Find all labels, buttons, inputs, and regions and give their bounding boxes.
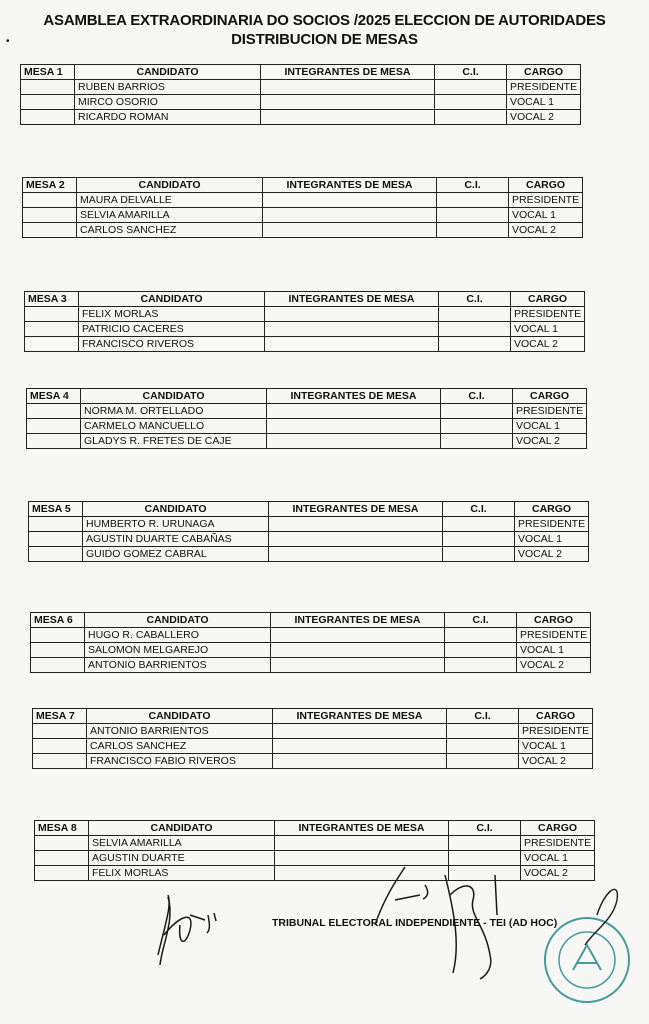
column-header-cargo: CARGO: [513, 389, 587, 404]
candidato-cell: CARLOS SANCHEZ: [77, 223, 263, 238]
mesa-label: MESA 6: [31, 613, 85, 628]
ci-cell: [447, 739, 519, 754]
column-header-candidato: CANDIDATO: [85, 613, 271, 628]
integrantes-cell: [261, 80, 435, 95]
cargo-cell: PRESIDENTE: [519, 724, 593, 739]
integrantes-cell: [273, 754, 447, 769]
mesa-label: MESA 1: [21, 65, 75, 80]
column-header-integrantes: INTEGRANTES DE MESA: [265, 292, 439, 307]
table-row: [31, 658, 591, 673]
empty-cell: [35, 866, 89, 881]
candidato-cell: GUIDO GOMEZ CABRAL: [83, 547, 269, 562]
column-header-ci: C.I.: [445, 613, 517, 628]
mesa-table-5: [28, 501, 589, 562]
column-header-cargo: CARGO: [519, 709, 593, 724]
cargo-cell: PRESIDENTE: [515, 517, 589, 532]
cargo-cell: VOCAL 2: [521, 866, 595, 881]
ci-cell: [435, 80, 507, 95]
cargo-cell: VOCAL 1: [513, 419, 587, 434]
mesa-label: MESA 5: [29, 502, 83, 517]
signature-center: [365, 855, 515, 985]
table-row: [33, 724, 593, 739]
empty-cell: [25, 337, 79, 352]
candidato-cell: CARLOS SANCHEZ: [87, 739, 273, 754]
mesa-table-1: [20, 64, 581, 125]
integrantes-cell: [263, 193, 437, 208]
table-row: [25, 307, 585, 322]
table-row: [27, 404, 587, 419]
integrantes-cell: [275, 836, 449, 851]
table-row: [29, 517, 589, 532]
candidato-cell: GLADYS R. FRETES DE CAJE: [81, 434, 267, 449]
column-header-cargo: CARGO: [517, 613, 591, 628]
cargo-cell: PRESIDENTE: [521, 836, 595, 851]
candidato-cell: NORMA M. ORTELLADO: [81, 404, 267, 419]
ci-cell: [443, 532, 515, 547]
column-header-ci: C.I.: [447, 709, 519, 724]
cargo-cell: VOCAL 2: [519, 754, 593, 769]
integrantes-cell: [261, 95, 435, 110]
cargo-cell: VOCAL 1: [521, 851, 595, 866]
integrantes-cell: [271, 643, 445, 658]
cargo-cell: VOCAL 2: [509, 223, 583, 238]
cargo-cell: VOCAL 2: [513, 434, 587, 449]
integrantes-cell: [267, 404, 441, 419]
table-row: [35, 836, 595, 851]
cargo-cell: VOCAL 1: [507, 95, 581, 110]
ci-cell: [445, 658, 517, 673]
signature-left: [150, 885, 230, 970]
ci-cell: [437, 223, 509, 238]
empty-cell: [23, 223, 77, 238]
ci-cell: [449, 836, 521, 851]
empty-cell: [21, 80, 75, 95]
integrantes-cell: [265, 307, 439, 322]
table-row: [29, 532, 589, 547]
candidato-cell: SELVIA AMARILLA: [77, 208, 263, 223]
integrantes-cell: [269, 547, 443, 562]
table-row: [27, 419, 587, 434]
cargo-cell: PRESIDENTE: [517, 628, 591, 643]
integrantes-cell: [273, 724, 447, 739]
ci-cell: [439, 337, 511, 352]
cargo-cell: VOCAL 1: [517, 643, 591, 658]
ci-cell: [435, 110, 507, 125]
table-header-row: [23, 178, 583, 193]
integrantes-cell: [269, 517, 443, 532]
ci-cell: [447, 724, 519, 739]
cooperative-stamp: [525, 875, 635, 1010]
empty-cell: [29, 547, 83, 562]
column-header-integrantes: INTEGRANTES DE MESA: [275, 821, 449, 836]
column-header-integrantes: INTEGRANTES DE MESA: [263, 178, 437, 193]
cargo-cell: VOCAL 2: [517, 658, 591, 673]
table-header-row: [25, 292, 585, 307]
ci-cell: [443, 517, 515, 532]
column-header-candidato: CANDIDATO: [83, 502, 269, 517]
ci-cell: [445, 628, 517, 643]
table-row: [21, 110, 581, 125]
mesa-label: MESA 7: [33, 709, 87, 724]
integrantes-cell: [267, 434, 441, 449]
ci-cell: [437, 193, 509, 208]
empty-cell: [33, 754, 87, 769]
table-row: [21, 95, 581, 110]
column-header-ci: C.I.: [449, 821, 521, 836]
table-row: [31, 628, 591, 643]
column-header-candidato: CANDIDATO: [87, 709, 273, 724]
candidato-cell: PATRICIO CACERES: [79, 322, 265, 337]
mesa-table-6: [30, 612, 591, 673]
integrantes-cell: [265, 337, 439, 352]
page-subtitle: DISTRIBUCION DE MESAS: [231, 31, 418, 48]
candidato-cell: CARMELO MANCUELLO: [81, 419, 267, 434]
empty-cell: [27, 404, 81, 419]
empty-cell: [29, 517, 83, 532]
mesa-label: MESA 4: [27, 389, 81, 404]
empty-cell: [25, 322, 79, 337]
ci-cell: [435, 95, 507, 110]
cargo-cell: PRESIDENTE: [513, 404, 587, 419]
column-header-integrantes: INTEGRANTES DE MESA: [273, 709, 447, 724]
column-header-ci: C.I.: [437, 178, 509, 193]
empty-cell: [21, 110, 75, 125]
cargo-cell: PRESIDENTE: [511, 307, 585, 322]
candidato-cell: HUGO R. CABALLERO: [85, 628, 271, 643]
integrantes-cell: [263, 223, 437, 238]
candidato-cell: FELIX MORLAS: [89, 866, 275, 881]
cargo-cell: VOCAL 1: [511, 322, 585, 337]
candidato-cell: HUMBERTO R. URUNAGA: [83, 517, 269, 532]
integrantes-cell: [271, 658, 445, 673]
ci-cell: [437, 208, 509, 223]
candidato-cell: FRANCISCO RIVEROS: [79, 337, 265, 352]
mesa-table-7: [32, 708, 593, 769]
table-row: [29, 547, 589, 562]
cargo-cell: PRESIDENTE: [507, 80, 581, 95]
integrantes-cell: [269, 532, 443, 547]
mesa-table-2: [22, 177, 583, 238]
empty-cell: [23, 193, 77, 208]
column-header-candidato: CANDIDATO: [89, 821, 275, 836]
column-header-cargo: CARGO: [509, 178, 583, 193]
column-header-integrantes: INTEGRANTES DE MESA: [271, 613, 445, 628]
tribunal-label: TRIBUNAL ELECTORAL INDEPENDIENTE - TEI (AD HOC): [272, 917, 558, 929]
empty-cell: [21, 95, 75, 110]
table-row: [25, 322, 585, 337]
table-row: [33, 739, 593, 754]
candidato-cell: AGUSTIN DUARTE CABAÑAS: [83, 532, 269, 547]
table-row: [23, 193, 583, 208]
table-row: [31, 643, 591, 658]
mesa-label: MESA 3: [25, 292, 79, 307]
cargo-cell: VOCAL 1: [509, 208, 583, 223]
ci-cell: [441, 404, 513, 419]
cargo-cell: PRESIDENTE: [509, 193, 583, 208]
empty-cell: [27, 434, 81, 449]
candidato-cell: RUBEN BARRIOS: [75, 80, 261, 95]
empty-cell: [33, 724, 87, 739]
integrantes-cell: [261, 110, 435, 125]
column-header-candidato: CANDIDATO: [79, 292, 265, 307]
table-row: [23, 208, 583, 223]
column-header-candidato: CANDIDATO: [81, 389, 267, 404]
candidato-cell: FRANCISCO FABIO RIVEROS: [87, 754, 273, 769]
integrantes-cell: [267, 419, 441, 434]
column-header-ci: C.I.: [443, 502, 515, 517]
candidato-cell: FELIX MORLAS: [79, 307, 265, 322]
table-row: [33, 754, 593, 769]
candidato-cell: RICARDO ROMAN: [75, 110, 261, 125]
integrantes-cell: [271, 628, 445, 643]
table-header-row: [31, 613, 591, 628]
cargo-cell: VOCAL 2: [507, 110, 581, 125]
cargo-cell: VOCAL 1: [519, 739, 593, 754]
empty-cell: [33, 739, 87, 754]
table-row: [27, 434, 587, 449]
mesa-table-4: [26, 388, 587, 449]
column-header-cargo: CARGO: [515, 502, 589, 517]
page-title: ASAMBLEA EXTRAORDINARIA DO SOCIOS /2025 ELECCION DE AUTORIDADES: [43, 12, 606, 29]
column-header-ci: C.I.: [439, 292, 511, 307]
ci-cell: [447, 754, 519, 769]
empty-cell: [25, 307, 79, 322]
candidato-cell: SALOMON MELGAREJO: [85, 643, 271, 658]
empty-cell: [31, 643, 85, 658]
table-row: [25, 337, 585, 352]
column-header-integrantes: INTEGRANTES DE MESA: [269, 502, 443, 517]
candidato-cell: MIRCO OSORIO: [75, 95, 261, 110]
empty-cell: [23, 208, 77, 223]
column-header-cargo: CARGO: [507, 65, 581, 80]
empty-cell: [31, 658, 85, 673]
mesa-label: MESA 8: [35, 821, 89, 836]
margin-mark: •: [6, 36, 10, 47]
empty-cell: [29, 532, 83, 547]
table-header-row: [29, 502, 589, 517]
candidato-cell: SELVIA AMARILLA: [89, 836, 275, 851]
column-header-integrantes: INTEGRANTES DE MESA: [261, 65, 435, 80]
table-row: [23, 223, 583, 238]
empty-cell: [31, 628, 85, 643]
candidato-cell: ANTONIO BARRIENTOS: [87, 724, 273, 739]
mesa-table-3: [24, 291, 585, 352]
cargo-cell: VOCAL 1: [515, 532, 589, 547]
table-row: [21, 80, 581, 95]
integrantes-cell: [263, 208, 437, 223]
mesa-label: MESA 2: [23, 178, 77, 193]
empty-cell: [35, 851, 89, 866]
table-header-row: [21, 65, 581, 80]
ci-cell: [441, 419, 513, 434]
column-header-ci: C.I.: [441, 389, 513, 404]
ci-cell: [443, 547, 515, 562]
ci-cell: [439, 322, 511, 337]
table-header-row: [33, 709, 593, 724]
cargo-cell: VOCAL 2: [515, 547, 589, 562]
column-header-candidato: CANDIDATO: [75, 65, 261, 80]
integrantes-cell: [265, 322, 439, 337]
column-header-ci: C.I.: [435, 65, 507, 80]
ci-cell: [445, 643, 517, 658]
empty-cell: [27, 419, 81, 434]
ci-cell: [439, 307, 511, 322]
candidato-cell: AGUSTIN DUARTE: [89, 851, 275, 866]
integrantes-cell: [273, 739, 447, 754]
table-header-row: [35, 821, 595, 836]
column-header-cargo: CARGO: [521, 821, 595, 836]
column-header-cargo: CARGO: [511, 292, 585, 307]
candidato-cell: ANTONIO BARRIENTOS: [85, 658, 271, 673]
ci-cell: [441, 434, 513, 449]
column-header-integrantes: INTEGRANTES DE MESA: [267, 389, 441, 404]
table-header-row: [27, 389, 587, 404]
candidato-cell: MAURA DELVALLE: [77, 193, 263, 208]
column-header-candidato: CANDIDATO: [77, 178, 263, 193]
empty-cell: [35, 836, 89, 851]
cargo-cell: VOCAL 2: [511, 337, 585, 352]
